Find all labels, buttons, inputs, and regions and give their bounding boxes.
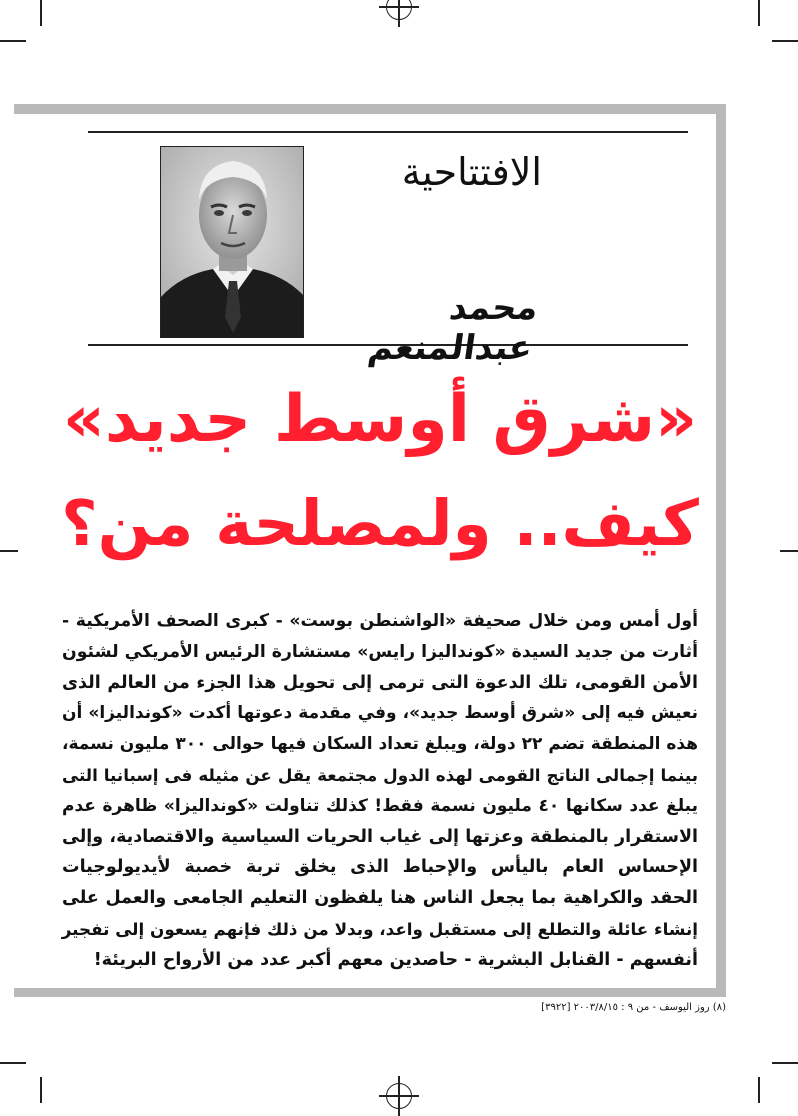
crop-mark-top-left	[40, 0, 42, 26]
crop-mark-bottom-right	[758, 1077, 760, 1103]
author-name: محمد عبدالمنعم	[365, 288, 541, 368]
crop-mark-bottom-left-h	[0, 1062, 26, 1064]
column-kicker: الافتتاحية	[401, 150, 542, 194]
top-rule	[88, 131, 688, 133]
headline-line-2: كيف.. ولمصلحة من؟	[61, 487, 699, 560]
body-line: الأمن القومى، تلك الدعوة التى ترمى إلى تحويل هذا الجزء من العالم الذى	[62, 672, 698, 693]
crop-mark-top-left-h	[0, 40, 26, 42]
body-line: الحقد والكراهية بما يجعل الناس هنا يلفظون التعليم الجامعى والعمل على	[62, 888, 698, 909]
body-line: أثارت من جديد السيدة «كونداليزا رايس» مستشارة الرئيس الأمريكي لشئون	[62, 641, 698, 662]
registration-mark-top	[386, 0, 412, 20]
article-body	[62, 606, 698, 976]
body-line: نعيش فيه إلى «شرق أوسط جديد»، وفي مقدمة دعوتها أكدت «كونداليزا» أن	[62, 703, 698, 724]
registration-mark-bottom	[386, 1083, 412, 1109]
body-line: أنفسهم - القنابل البشرية - حاصدين معهم أكبر عدد من الأرواح البريئة!	[93, 949, 698, 970]
page-folio: (٨) روز اليوسف - من ٩ : ٢٠٠٣/٨/١٥ [٣٩٢٢]	[541, 1002, 726, 1013]
body-line: الإحساس العام باليأس والإحباط الذى يخلق تربة خصبة لأيديولوجيات	[62, 857, 698, 878]
crop-mark-top-right	[758, 0, 760, 26]
crop-mark-bottom-left	[40, 1077, 42, 1103]
body-line: الاستقرار بالمنطقة وعزتها إلى غياب الحريات السياسية والاقتصادية، وإلى	[62, 826, 698, 847]
body-line: بينما إجمالى الناتج القومى لهذه الدول مجتمعة يقل عن مثيله فى إسبانيا التى	[62, 764, 698, 785]
headline-line-1: «شرق أوسط جديد»	[62, 382, 698, 457]
crop-mark-bottom-right-h	[772, 1062, 798, 1064]
author-portrait-image	[161, 147, 304, 338]
body-line: إنشاء عائلة والتطلع إلى مستقبل واعد، وبدلا من ذلك فإنهم يسعون إلى تفجير	[61, 918, 698, 939]
author-photo	[160, 146, 304, 338]
crop-mark-top-right-h	[772, 40, 798, 42]
body-line: يبلغ عدد سكانها ٤٠ مليون نسمة فقط! كذلك تناولت «كونداليزا» ظاهرة عدم	[62, 795, 699, 816]
crop-mark-mid-right	[780, 550, 798, 552]
body-line: هذه المنطقة تضم ٢٢ دولة، ويبلغ تعداد السكان فيها حوالى ٣٠٠ مليون نسمة،	[62, 734, 699, 755]
body-line: أول أمس ومن خلال صحيفة «الواشنطن بوست» - كبرى الصحف الأمريكية -	[62, 611, 698, 631]
